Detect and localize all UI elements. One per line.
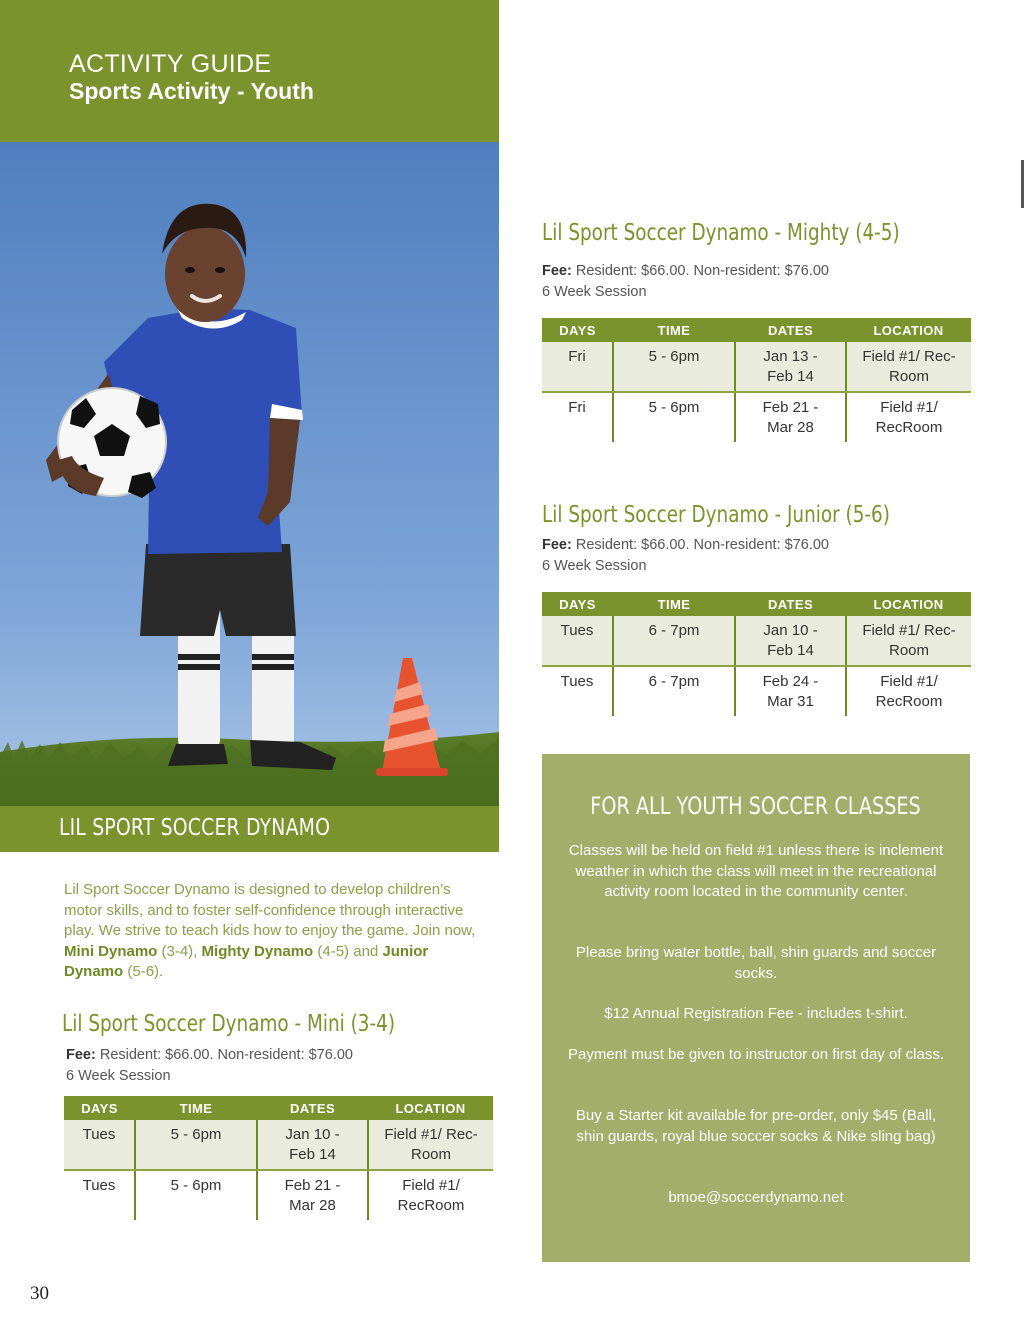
info-registration-fee: $12 Annual Registration Fee - includes t-shirt.	[604, 1005, 908, 1022]
dates-start: Jan 13 -	[763, 348, 818, 365]
intro-mini-age: (3-4),	[157, 942, 202, 960]
location-cell	[368, 1170, 493, 1220]
junior-program-title: Lil Sport Soccer Dynamo - Junior (5-6)	[542, 502, 890, 528]
header-band	[0, 0, 499, 142]
location-cell	[846, 392, 971, 442]
time-cell: 5 - 6pm	[135, 1170, 257, 1220]
info-field-note: Classes will be held on field #1 unless there is inclement weather in which the class will meet in the recreational activity room located in the community center.	[568, 842, 944, 900]
info-box-title: FOR ALL YOUTH SOCCER CLASSES	[590, 792, 922, 820]
youth-soccer-info-box	[542, 754, 970, 1262]
dates-end: Feb 14	[767, 642, 814, 659]
time-cell: 5 - 6pm	[613, 392, 735, 442]
mighty-fee	[542, 263, 829, 279]
table-row	[64, 1120, 493, 1170]
mighty-schedule-table	[542, 318, 971, 442]
days-header: DAYS	[542, 318, 613, 342]
dates-cell	[735, 616, 846, 666]
dates-start: Feb 24 -	[762, 673, 819, 690]
location-cell	[368, 1120, 493, 1170]
table-row	[542, 342, 971, 392]
location-cell	[846, 616, 971, 666]
mini-fee	[66, 1047, 353, 1063]
soccer-kid-illustration	[0, 142, 499, 806]
time-cell: 6 - 7pm	[613, 666, 735, 716]
days-cell: Tues	[64, 1120, 135, 1170]
table-header-row	[542, 592, 971, 616]
junior-fee-text: Resident: $66.00. Non-resident: $76.00	[571, 537, 829, 553]
dates-cell	[735, 392, 846, 442]
mini-fee-label: Fee:	[66, 1047, 96, 1063]
location-line-2: RecRoom	[875, 419, 943, 436]
location-line-1: Field #1/ Rec-	[862, 622, 956, 639]
mighty-session: 6 Week Session	[542, 284, 647, 300]
mini-program-title: Lil Sport Soccer Dynamo - Mini (3-4)	[62, 1011, 396, 1037]
location-line-2: Room	[410, 1146, 451, 1163]
intro-mighty: Mighty Dynamo	[201, 942, 314, 960]
mini-schedule-table	[64, 1096, 493, 1220]
days-cell: Fri	[542, 342, 613, 392]
time-cell: 6 - 7pm	[613, 616, 735, 666]
dates-start: Jan 10 -	[285, 1126, 340, 1143]
table-row	[64, 1170, 493, 1220]
intro-mini: Mini Dynamo	[64, 942, 158, 960]
info-payment-note: Payment must be given to instructor on first day of class.	[568, 1046, 944, 1063]
mighty-fee-text: Resident: $66.00. Non-resident: $76.00	[571, 263, 829, 279]
location-header: LOCATION	[368, 1096, 493, 1120]
page-number: 30	[30, 1283, 49, 1304]
intro-mighty-age: (4-5) and	[313, 942, 383, 960]
intro-text: Lil Sport Soccer Dynamo is designed to develop children’s motor skills, and to foster self-confidence through interactive play. We strive to teach kids how to enjoy the game. Join now,	[64, 881, 476, 939]
dates-cell	[735, 342, 846, 392]
location-line-1: Field #1/	[402, 1177, 460, 1194]
location-header: LOCATION	[846, 592, 971, 616]
dates-header: DATES	[257, 1096, 368, 1120]
time-header: TIME	[613, 318, 735, 342]
table-header-row	[64, 1096, 493, 1120]
dates-cell	[257, 1170, 368, 1220]
junior-fee-label: Fee:	[542, 537, 572, 553]
time-cell: 5 - 6pm	[135, 1120, 257, 1170]
time-header: TIME	[135, 1096, 257, 1120]
days-cell: Tues	[542, 666, 613, 716]
location-cell	[846, 666, 971, 716]
location-cell	[846, 342, 971, 392]
time-header: TIME	[613, 592, 735, 616]
dates-end: Feb 14	[767, 368, 814, 385]
dates-start: Jan 10 -	[763, 622, 818, 639]
intro-junior-age: (5-6).	[123, 963, 164, 980]
guide-label: ACTIVITY GUIDE	[69, 50, 272, 78]
dates-end: Mar 28	[289, 1197, 336, 1214]
mini-session: 6 Week Session	[66, 1068, 171, 1084]
days-cell: Tues	[542, 616, 613, 666]
info-starter-kit: Buy a Starter kit available for pre-order, only $45 (Ball, shin guards, royal blue soccer socks & Nike sling bag)	[575, 1107, 937, 1145]
days-cell: Fri	[542, 392, 613, 442]
location-line-1: Field #1/	[880, 673, 938, 690]
location-line-1: Field #1/ Rec-	[862, 348, 956, 365]
location-line-2: Room	[888, 368, 929, 385]
dates-header: DATES	[735, 592, 846, 616]
mini-fee-text: Resident: $66.00. Non-resident: $76.00	[95, 1047, 353, 1063]
table-row	[542, 616, 971, 666]
days-cell: Tues	[64, 1170, 135, 1220]
location-line-2: RecRoom	[875, 693, 943, 710]
intro-junior: Junior Dynamo	[64, 942, 429, 980]
soccer-kid-photo	[0, 142, 499, 806]
photo-caption-band	[0, 806, 499, 852]
days-header: DAYS	[542, 592, 613, 616]
dates-end: Mar 31	[767, 693, 814, 710]
dates-end: Mar 28	[767, 419, 814, 436]
location-header: LOCATION	[846, 318, 971, 342]
info-bring-note: Please bring water bottle, ball, shin guards and soccer socks.	[575, 944, 937, 982]
dates-end: Feb 14	[289, 1146, 336, 1163]
junior-fee	[542, 537, 829, 553]
dates-cell	[735, 666, 846, 716]
table-row	[542, 666, 971, 716]
days-header: DAYS	[64, 1096, 135, 1120]
mighty-fee-label: Fee:	[542, 263, 572, 279]
location-line-2: RecRoom	[397, 1197, 465, 1214]
table-row	[542, 392, 971, 442]
photo-caption: LIL SPORT SOCCER DYNAMO	[59, 815, 331, 841]
dates-header: DATES	[735, 318, 846, 342]
dates-start: Feb 21 -	[284, 1177, 341, 1194]
dates-cell	[257, 1120, 368, 1170]
location-line-2: Room	[888, 642, 929, 659]
table-header-row	[542, 318, 971, 342]
guide-subtitle: Sports Activity - Youth	[69, 78, 314, 104]
dates-start: Feb 21 -	[762, 399, 819, 416]
time-cell: 5 - 6pm	[613, 342, 735, 392]
info-box-title-wrap	[542, 792, 970, 820]
mighty-program-title: Lil Sport Soccer Dynamo - Mighty (4-5)	[542, 220, 900, 246]
contact-email[interactable]: bmoe@soccerdynamo.net	[668, 1189, 844, 1206]
location-line-1: Field #1/	[880, 399, 938, 416]
location-line-1: Field #1/ Rec-	[384, 1126, 478, 1143]
intro-paragraph	[64, 880, 484, 983]
junior-schedule-table	[542, 592, 971, 716]
junior-session: 6 Week Session	[542, 558, 647, 574]
